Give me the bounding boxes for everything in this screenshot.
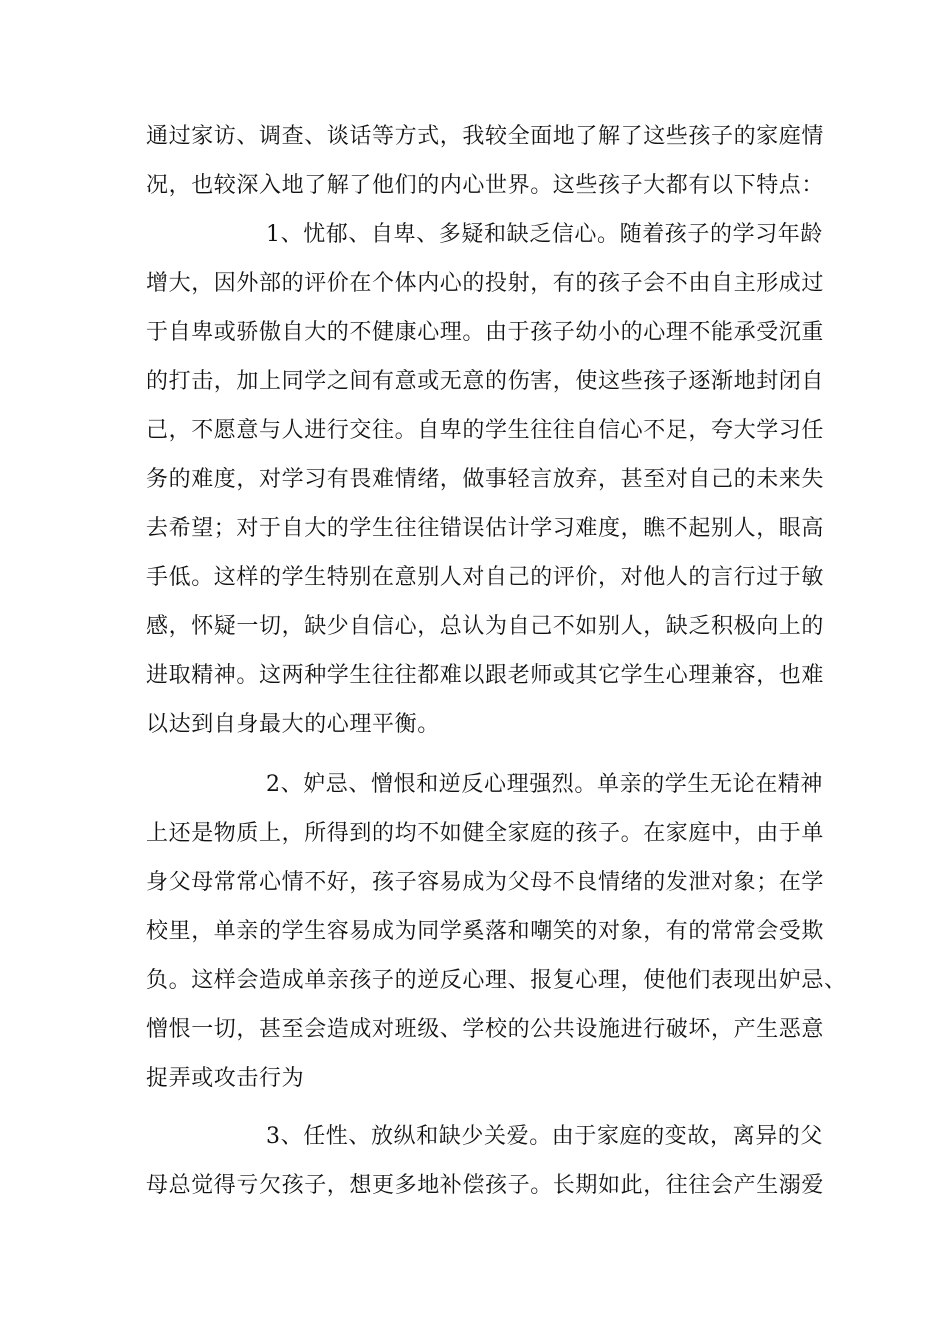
text-line: 校里，单亲的学生容易成为同学奚落和嘲笑的对象，有的常常会受欺 xyxy=(146,919,825,944)
text-line: 增大，因外部的评价在个体内心的投射，有的孩子会不由自主形成过 xyxy=(146,271,825,296)
text-line: 去希望；对于自大的学生往往错误估计学习难度，瞧不起别人，眼高 xyxy=(146,516,825,541)
paragraph-1-heading-line: 1、忧郁、自卑、多疑和缺乏信心。随着孩子的学习年龄 xyxy=(266,222,823,247)
text-line: 以达到自身最大的心理平衡。 xyxy=(146,712,440,737)
text-line: 手低。这样的学生特别在意别人对自己的评价，对他人的言行过于敏 xyxy=(146,565,825,590)
text-line: 母总觉得亏欠孩子，想更多地补偿孩子。长期如此，往往会产生溺爱 xyxy=(146,1173,825,1198)
text-line: 通过家访、调查、谈话等方式，我较全面地了解了这些孩子的家庭情 xyxy=(146,124,825,149)
text-line: 况，也较深入地了解了他们的内心世界。这些孩子大都有以下特点： xyxy=(146,173,825,198)
text-line: 务的难度，对学习有畏难情绪，做事轻言放弃，甚至对自己的未来失 xyxy=(146,467,825,492)
text-line: 进取精神。这两种学生往往都难以跟老师或其它学生心理兼容，也难 xyxy=(146,663,825,688)
text-line: 负。这样会造成单亲孩子的逆反心理、报复心理，使他们表现出妒忌、 xyxy=(146,968,847,993)
text-line: 憎恨一切，甚至会造成对班级、学校的公共设施进行破坏，产生恶意 xyxy=(146,1017,825,1042)
text-line: 感，怀疑一切，缺少自信心，总认为自己不如别人，缺乏积极向上的 xyxy=(146,614,825,639)
text-line: 身父母常常心情不好，孩子容易成为父母不良情绪的发泄对象；在学 xyxy=(146,870,825,895)
text-line: 于自卑或骄傲自大的不健康心理。由于孩子幼小的心理不能承受沉重 xyxy=(146,320,825,345)
paragraph-3-heading-line: 3、任性、放纵和缺少关爱。由于家庭的变故，离异的父 xyxy=(266,1124,823,1149)
paragraph-2-heading-line: 2、妒忌、憎恨和逆反心理强烈。单亲的学生无论在精神 xyxy=(266,772,823,797)
text-line: 的打击，加上同学之间有意或无意的伤害，使这些孩子逐渐地封闭自 xyxy=(146,369,825,394)
text-line: 己，不愿意与人进行交往。自卑的学生往往自信心不足，夸大学习任 xyxy=(146,418,825,443)
text-line: 捉弄或攻击行为 xyxy=(146,1066,305,1091)
text-line: 上还是物质上，所得到的均不如健全家庭的孩子。在家庭中，由于单 xyxy=(146,821,825,846)
